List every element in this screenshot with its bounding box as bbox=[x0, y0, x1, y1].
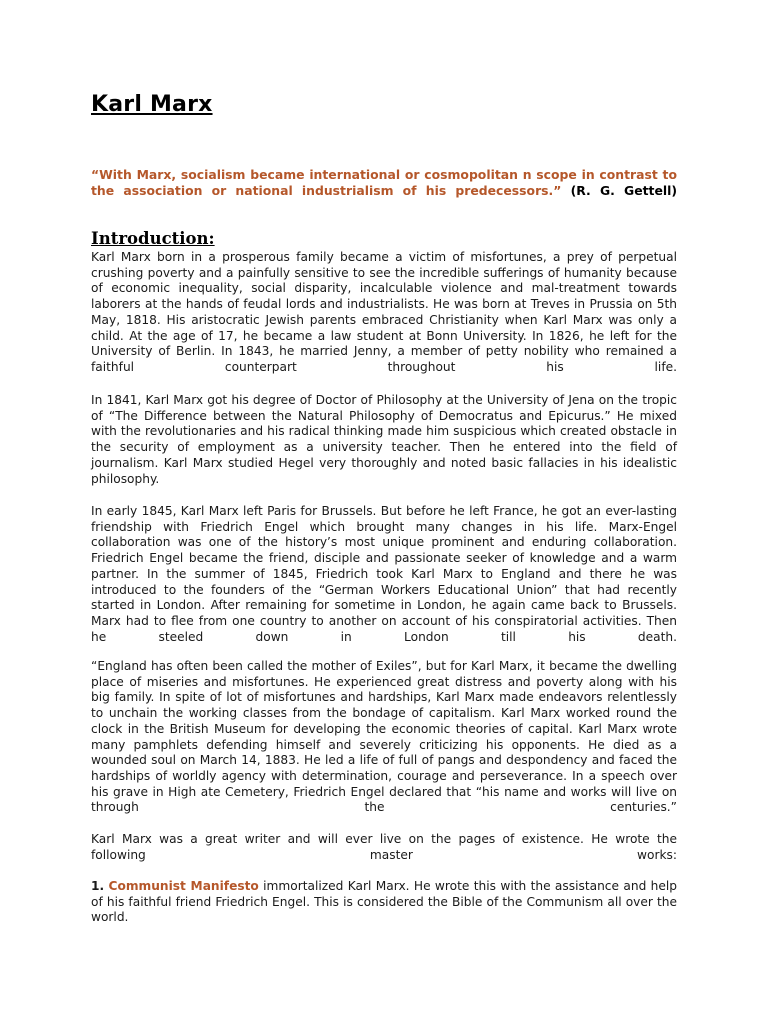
works-list-item bbox=[91, 879, 677, 926]
quote-text: “With Marx, socialism became international or cosmopolitan n scope in contrast to the association or national industrialism of his predecessors.” bbox=[91, 167, 677, 198]
work-number: 1. bbox=[91, 879, 105, 893]
work-description: immortalized Karl Marx. He wrote this with the assistance and help of his faithful friend Friedrich Engel. This is considered the Bible of the Communism all over the world. bbox=[91, 879, 678, 925]
paragraph-england-exile: “England has often been called the mother of Exiles”, but for Karl Marx, it became the dwelling place of miseries and misfortunes. He experienced great distress and poverty along with his big family. In spite of lot of misfortunes and hardships, Karl Marx made endeavors relentlessly to unchain the working classes from the bondage of capitalism. Karl Marx worked round the clock in the British Museum for developing the economic theories of capital. Karl Marx wrote many pamphlets defending himself and severely criticizing his opponents. He died as a wounded soul on March 14, 1883. He led a life of full of pangs and despondency and faced the hardships of worldly agency with determination, courage and perseverance. In a speech over his grave in High ate Cemetery, Friedrich Engel declared that “his name and works will live on through the centuries.” bbox=[91, 659, 677, 815]
paragraph-doctorate: In 1841, Karl Marx got his degree of Doctor of Philosophy at the University of Jena on the tropic of “The Difference between the Natural Philosophy of Democratus and Epicurus.” He mixed with the revolutionaries and his radical thinking made him suspicious which created obstacle in the security of employment as a university teacher. Then he entered into the field of journalism. Karl Marx studied Hegel very thoroughly and noted basic fallacies in his idealistic philosophy. bbox=[91, 393, 677, 486]
work-title: Communist Manifesto bbox=[108, 879, 259, 893]
paragraph-works-intro: Karl Marx was a great writer and will ever live on the pages of existence. He wrote the following master works: bbox=[91, 832, 677, 862]
quote-attribution: (R. G. Gettell) bbox=[561, 183, 678, 198]
paragraph-engel-friendship: In early 1845, Karl Marx left Paris for Brussels. But before he left France, he got an ever-lasting friendship with Friedrich Engel which brought many changes in his life. Marx-Engel collaboration was one of the history’s most unique prominent and enduring collaboration. Friedrich Engel became the friend, disciple and passionate seeker of knowledge and a warm partner. In the summer of 1845, Friedrich took Karl Marx to England and there he was introduced to the founders of the “German Workers Educational Union” that had recently started in London. After remaining for sometime in London, he again came back to Brussels. Marx had to flee from one country to another on account of his conspiratorial activities. Then he steeled down in London till his death. bbox=[91, 504, 677, 644]
section-heading-introduction: Introduction: bbox=[91, 229, 215, 248]
document-title: Karl Marx bbox=[91, 92, 213, 117]
paragraph-biography: Karl Marx born in a prosperous family became a victim of misfortunes, a prey of perpetual crushing poverty and a painfully sensitive to see the incredible sufferings of humanity because of economic inequality, social disparity, incalculable violence and mal-treatment towards laborers at the hands of feudal lords and industrialists. He was born at Treves in Prussia on 5th May, 1818. His aristocratic Jewish parents embraced Christianity when Karl Marx was only a child. At the age of 17, he became a law student at Bonn University. In 1826, he left for the University of Berlin. In 1843, he married Jenny, a member of petty nobility who remained a faithful counterpart throughout his life. bbox=[91, 250, 677, 374]
epigraph-quote bbox=[91, 167, 677, 199]
